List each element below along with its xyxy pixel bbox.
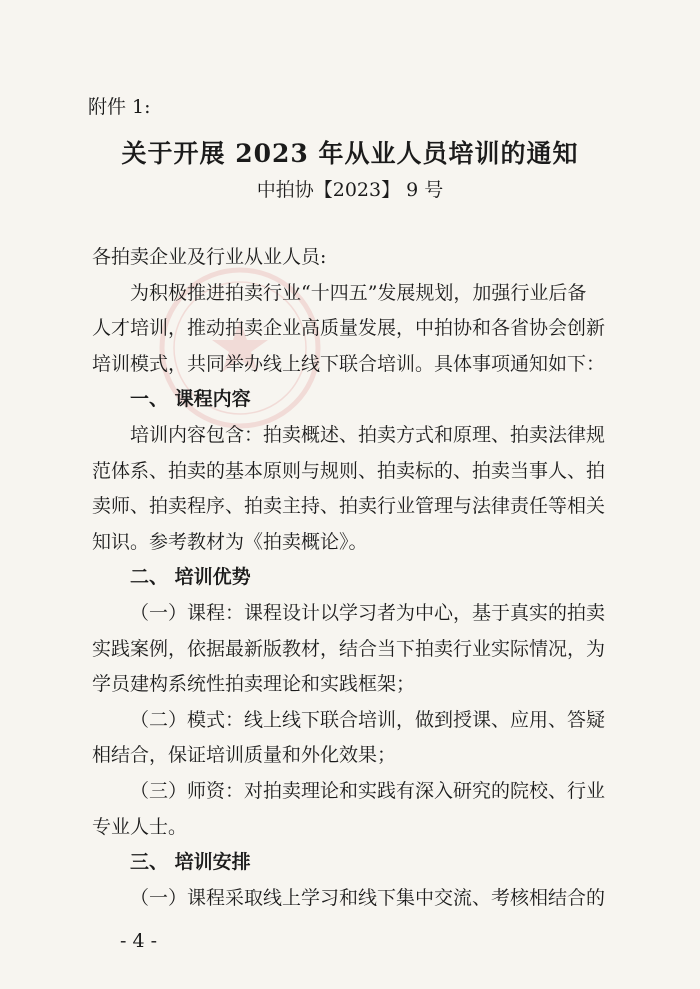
body-text-line: 专业人士。 — [92, 815, 188, 838]
document-title: 关于开展 2023 年从业人员培训的通知 — [121, 139, 579, 168]
body-text-line: 相结合，保证培训质量和外化效果； — [92, 744, 397, 767]
body-text-line: 知识。参考教材为《拍卖概论》。 — [92, 530, 368, 553]
body-text-line: 范体系、拍卖的基本原则与规则、拍卖标的、拍卖当事人、拍 — [92, 459, 606, 482]
body-text-line: 各拍卖企业及行业从业人员: — [92, 246, 327, 268]
page-number: - 4 - — [120, 930, 158, 952]
body-text-line: （三）师资：对拍卖理论和实践有深入研究的院校、行业 — [130, 780, 606, 802]
document-number: 中拍协【2023】 9 号 — [256, 179, 444, 201]
body-text-line: 学员建构系统性拍卖理论和实践框架； — [92, 673, 416, 696]
body-text-line: 培训模式，共同举办线上线下联合培训。具体事项通知如下： — [92, 352, 606, 375]
body-text-line: 为积极推进拍卖行业“十四五”发展规划，加强行业后备 — [130, 281, 587, 304]
section-heading: 二、 培训优势 — [130, 566, 251, 589]
body-text-line: 人才培训，推动拍卖企业高质量发展，中拍协和各省协会创新 — [92, 317, 606, 340]
attachment-label: 附件 1: — [88, 96, 151, 118]
body-text-line: （一）课程：课程设计以学习者为中心，基于真实的拍卖 — [130, 602, 606, 624]
body-text-line: 卖师、拍卖程序、拍卖主持、拍卖行业管理与法律责任等相关 — [92, 495, 606, 518]
body-text-line: （一）课程采取线上学习和线下集中交流、考核相结合的 — [130, 886, 606, 909]
body-text-line: （二）模式：线上线下联合培训，做到授课、应用、答疑 — [130, 708, 606, 731]
section-heading: 一、 课程内容 — [130, 388, 251, 411]
section-heading: 三、 培训安排 — [130, 851, 251, 874]
body-text-line: 培训内容包含：拍卖概述、拍卖方式和原理、拍卖法律规 — [130, 424, 606, 446]
body-text-line: 实践案例，依据最新版教材，结合当下拍卖行业实际情况，为 — [92, 637, 606, 660]
